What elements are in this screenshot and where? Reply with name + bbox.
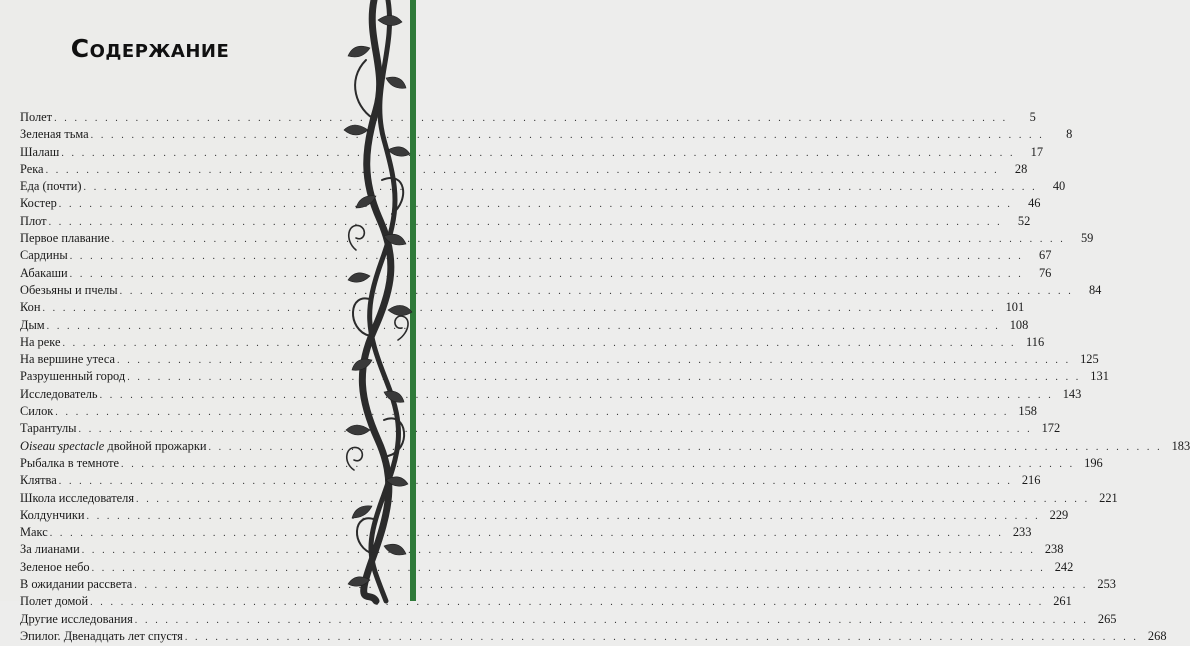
toc-entry-title: Макс — [20, 525, 48, 540]
toc-entry-title-rest: двойной прожарки — [104, 438, 207, 453]
toc-entry-title: Школа исследователя — [20, 490, 135, 505]
toc-entry — [20, 144, 1044, 161]
toc-entry-title: Рыбалка в темноте — [20, 455, 120, 470]
toc-entry-title-italic: Oiseau spectacle — [20, 438, 105, 453]
toc-entry-page-number: 76 — [1038, 265, 1052, 280]
toc-entry — [20, 386, 1082, 403]
toc-entry-page-number: 242 — [1054, 559, 1074, 574]
leaf — [352, 359, 372, 370]
toc-entry-page-number: 131 — [1090, 369, 1109, 384]
toc-entry — [20, 490, 1118, 507]
leaf — [378, 15, 402, 25]
toc-entry-title: Еда (почти) — [20, 179, 82, 194]
toc-entry — [20, 628, 1167, 645]
toc-entry-page-number: 108 — [1009, 317, 1029, 332]
toc-entry — [20, 195, 1041, 212]
leader-dots — [70, 266, 1024, 283]
leaf — [388, 305, 412, 315]
toc-entry-title: Сардины — [20, 248, 68, 263]
leader-dots — [135, 612, 1089, 629]
toc-entry-page-number: 221 — [1099, 490, 1118, 505]
toc-entry — [20, 368, 1109, 385]
leader-dots — [117, 352, 1071, 369]
toc-entry — [20, 178, 1066, 195]
toc-entry — [20, 334, 1045, 351]
toc-entry — [20, 455, 1103, 472]
toc-entry-page-number: 8 — [1066, 127, 1073, 142]
leader-dots — [61, 145, 1015, 162]
toc-entry — [20, 524, 1032, 541]
toc-entry-title: Обезьяны и пчелы — [20, 282, 118, 297]
toc-entry-title: Силок — [20, 404, 54, 419]
toc-entry-page-number: 125 — [1080, 352, 1099, 367]
toc-entry — [20, 109, 1036, 126]
toc-entry-title: Эпилог. Двенадцать лет спустя — [20, 628, 183, 643]
toc-entry-title: Тарантулы — [20, 421, 77, 436]
toc-entry-title: На реке — [20, 334, 61, 349]
leader-dots — [59, 196, 1013, 213]
leader-dots — [79, 421, 1033, 438]
leader-dots — [47, 318, 1001, 335]
toc-entry-title: Разрушенный город — [20, 369, 126, 384]
vine-curl-2 — [395, 316, 408, 340]
toc-entry-title: Зеленая тьма — [20, 127, 89, 142]
toc-entry-page-number: 17 — [1030, 144, 1044, 159]
leader-dots — [59, 473, 1013, 490]
toc-entry-title: Зеленое небо — [20, 559, 90, 574]
leader-dots — [82, 542, 1036, 559]
leader-dots — [90, 594, 1044, 611]
toc-entry-page-number: 172 — [1041, 421, 1061, 436]
vine-curl-3 — [347, 447, 363, 470]
toc-entry — [20, 611, 1117, 628]
toc-entry — [20, 559, 1074, 576]
vine-illustration — [326, 0, 416, 601]
toc-entry-page-number: 143 — [1062, 386, 1082, 401]
toc-entry-title: Исследователь — [20, 386, 98, 401]
leader-dots — [112, 231, 1066, 248]
toc-entry — [20, 247, 1052, 264]
leaf — [388, 147, 410, 156]
toc-entry — [20, 351, 1099, 368]
toc-entry-title: Кон — [20, 300, 41, 315]
leader-dots — [62, 335, 1016, 352]
leader-dots — [127, 369, 1081, 386]
leaf — [346, 425, 370, 435]
leaf — [348, 46, 370, 57]
toc-entry-page-number: 84 — [1088, 282, 1102, 297]
toc-entry-page-number: 101 — [1005, 300, 1025, 315]
toc-entry-page-number: 5 — [1029, 110, 1036, 124]
toc-entry — [20, 299, 1025, 316]
toc-entry-title: Шалаш — [20, 144, 60, 159]
toc-entry-title: На вершине утеса — [20, 352, 115, 367]
toc-entry-page-number: 253 — [1097, 577, 1116, 592]
leader-dots — [134, 577, 1088, 594]
leaf — [384, 391, 404, 402]
leader-dots — [70, 248, 1024, 265]
toc-entry-page-number: 238 — [1044, 542, 1064, 557]
leader-dots — [55, 404, 1009, 421]
vine-curl-1 — [349, 225, 365, 250]
toc-entry-page-number: 46 — [1028, 196, 1041, 211]
toc-entry — [20, 438, 1190, 455]
green-edge-strip — [410, 0, 416, 601]
toc-entry — [20, 265, 1052, 282]
toc-entry-page-number: 229 — [1049, 507, 1069, 522]
toc-entry — [20, 472, 1041, 489]
toc-entry — [20, 213, 1031, 230]
toc-entry — [20, 576, 1116, 593]
leader-dots — [136, 491, 1090, 508]
toc-entry — [20, 230, 1094, 247]
toc-entry-page-number: 183 — [1171, 438, 1190, 453]
toc-entry-page-number: 67 — [1039, 248, 1052, 263]
toc-entry — [20, 126, 1073, 143]
toc-entry-page-number: 265 — [1097, 611, 1117, 626]
leader-dots — [87, 508, 1041, 525]
toc-entry-page-number: 233 — [1012, 525, 1032, 540]
vine-thin-4 — [384, 418, 404, 456]
toc-entry-page-number: 268 — [1147, 628, 1167, 643]
toc-entry — [20, 507, 1069, 524]
toc-entry-page-number: 40 — [1052, 179, 1066, 194]
toc-entry-title: Полет — [20, 110, 53, 124]
toc-entry — [20, 317, 1029, 334]
page-title: Содержание — [70, 34, 230, 63]
toc-entry — [20, 403, 1037, 420]
table-of-contents — [20, 109, 1190, 645]
leader-dots — [46, 162, 1000, 179]
toc-entry — [20, 282, 1102, 299]
leader-dots — [91, 127, 1045, 144]
toc-entry-title: За лианами — [20, 542, 80, 557]
leader-dots — [185, 629, 1139, 646]
leader-dots — [84, 179, 1038, 196]
toc-entry-title: Полет домой — [20, 594, 89, 609]
toc-entry-title — [20, 438, 208, 455]
toc-entry-title: Плот — [20, 213, 47, 228]
leader-dots — [92, 560, 1046, 577]
leader-dots — [121, 456, 1075, 473]
toc-entry-page-number: 52 — [1017, 213, 1031, 228]
toc-entry-page-number: 59 — [1080, 231, 1094, 246]
toc-entry-page-number: 116 — [1026, 334, 1045, 349]
toc-entry-page-number: 196 — [1084, 455, 1103, 470]
toc-entry-page-number: 216 — [1021, 473, 1041, 488]
toc-entry — [20, 593, 1072, 610]
toc-entry — [20, 161, 1028, 178]
toc-entry-title: Костер — [20, 196, 57, 211]
leader-dots — [120, 283, 1074, 300]
toc-entry — [20, 420, 1061, 437]
toc-entry-page-number: 158 — [1018, 404, 1037, 419]
leaf — [352, 506, 372, 518]
toc-entry-title: Первое плавание — [20, 231, 110, 246]
toc-entry-page-number: 261 — [1053, 594, 1072, 609]
toc-entry-title: Клятва — [20, 473, 57, 488]
toc-entry — [20, 541, 1064, 558]
toc-entry-title: В ожидании рассвета — [20, 577, 133, 592]
leader-dots — [49, 214, 1003, 231]
toc-entry-page-number: 28 — [1014, 161, 1028, 176]
toc-entry-title: Дым — [20, 317, 45, 332]
toc-entry-title: Абакаши — [20, 265, 68, 280]
toc-entry-title: Колдунчики — [20, 507, 85, 522]
leader-dots — [50, 525, 1004, 542]
leaf — [384, 544, 406, 555]
leader-dots — [100, 387, 1054, 404]
leaf — [386, 77, 406, 88]
toc-entry-title: Река — [20, 161, 44, 176]
leader-dots — [42, 300, 996, 317]
toc-entry-title: Другие исследования — [20, 611, 133, 626]
leaf — [348, 273, 370, 282]
leader-dots — [54, 110, 1008, 127]
leaf — [344, 125, 368, 135]
